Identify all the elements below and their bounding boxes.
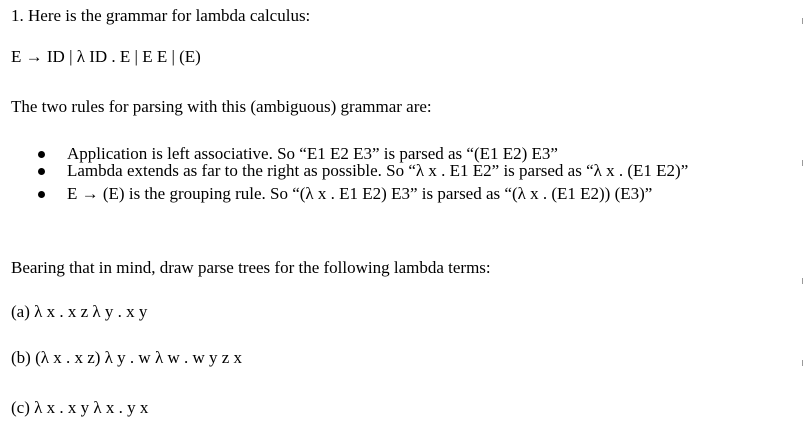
rule-item-lambda-extent	[38, 162, 788, 179]
page-edge-mark	[802, 278, 803, 284]
term-b: (b) (λ x . x z) λ y . w λ w . w y z x	[11, 348, 243, 367]
rules-list	[38, 145, 788, 202]
instruction-text: Bearing that in mind, draw parse trees for the following lambda terms:	[11, 258, 491, 277]
rule-item-left-associative	[38, 145, 788, 162]
term-a: (a) λ x . x z λ y . x y	[11, 302, 148, 321]
page-edge-mark	[802, 360, 803, 366]
bullet-icon	[38, 168, 45, 175]
rule-item-grouping	[38, 185, 788, 202]
rule-text: Lambda extends as far to the right as possible. So “λ x . E1 E2” is parsed as “λ x . (E1 E2)”	[67, 161, 689, 180]
term-c: (c) λ x . x y λ x . y x	[11, 398, 149, 417]
page-edge-mark	[802, 18, 803, 24]
page-edge-mark	[802, 160, 803, 166]
question-heading: 1. Here is the grammar for lambda calculus:	[11, 6, 311, 25]
rules-intro: The two rules for parsing with this (ambiguous) grammar are:	[11, 97, 432, 116]
bullet-icon	[38, 151, 45, 158]
bullet-icon	[38, 191, 45, 198]
grammar-rule: E → ID | λ ID . E | E E | (E)	[11, 47, 201, 66]
rule-text: Application is left associative. So “E1 E2 E3” is parsed as “(E1 E2) E3”	[67, 144, 558, 163]
rule-text: E → (E) is the grouping rule. So “(λ x . E1 E2) E3” is parsed as “(λ x . (E1 E2)) (E3)”	[67, 184, 653, 203]
